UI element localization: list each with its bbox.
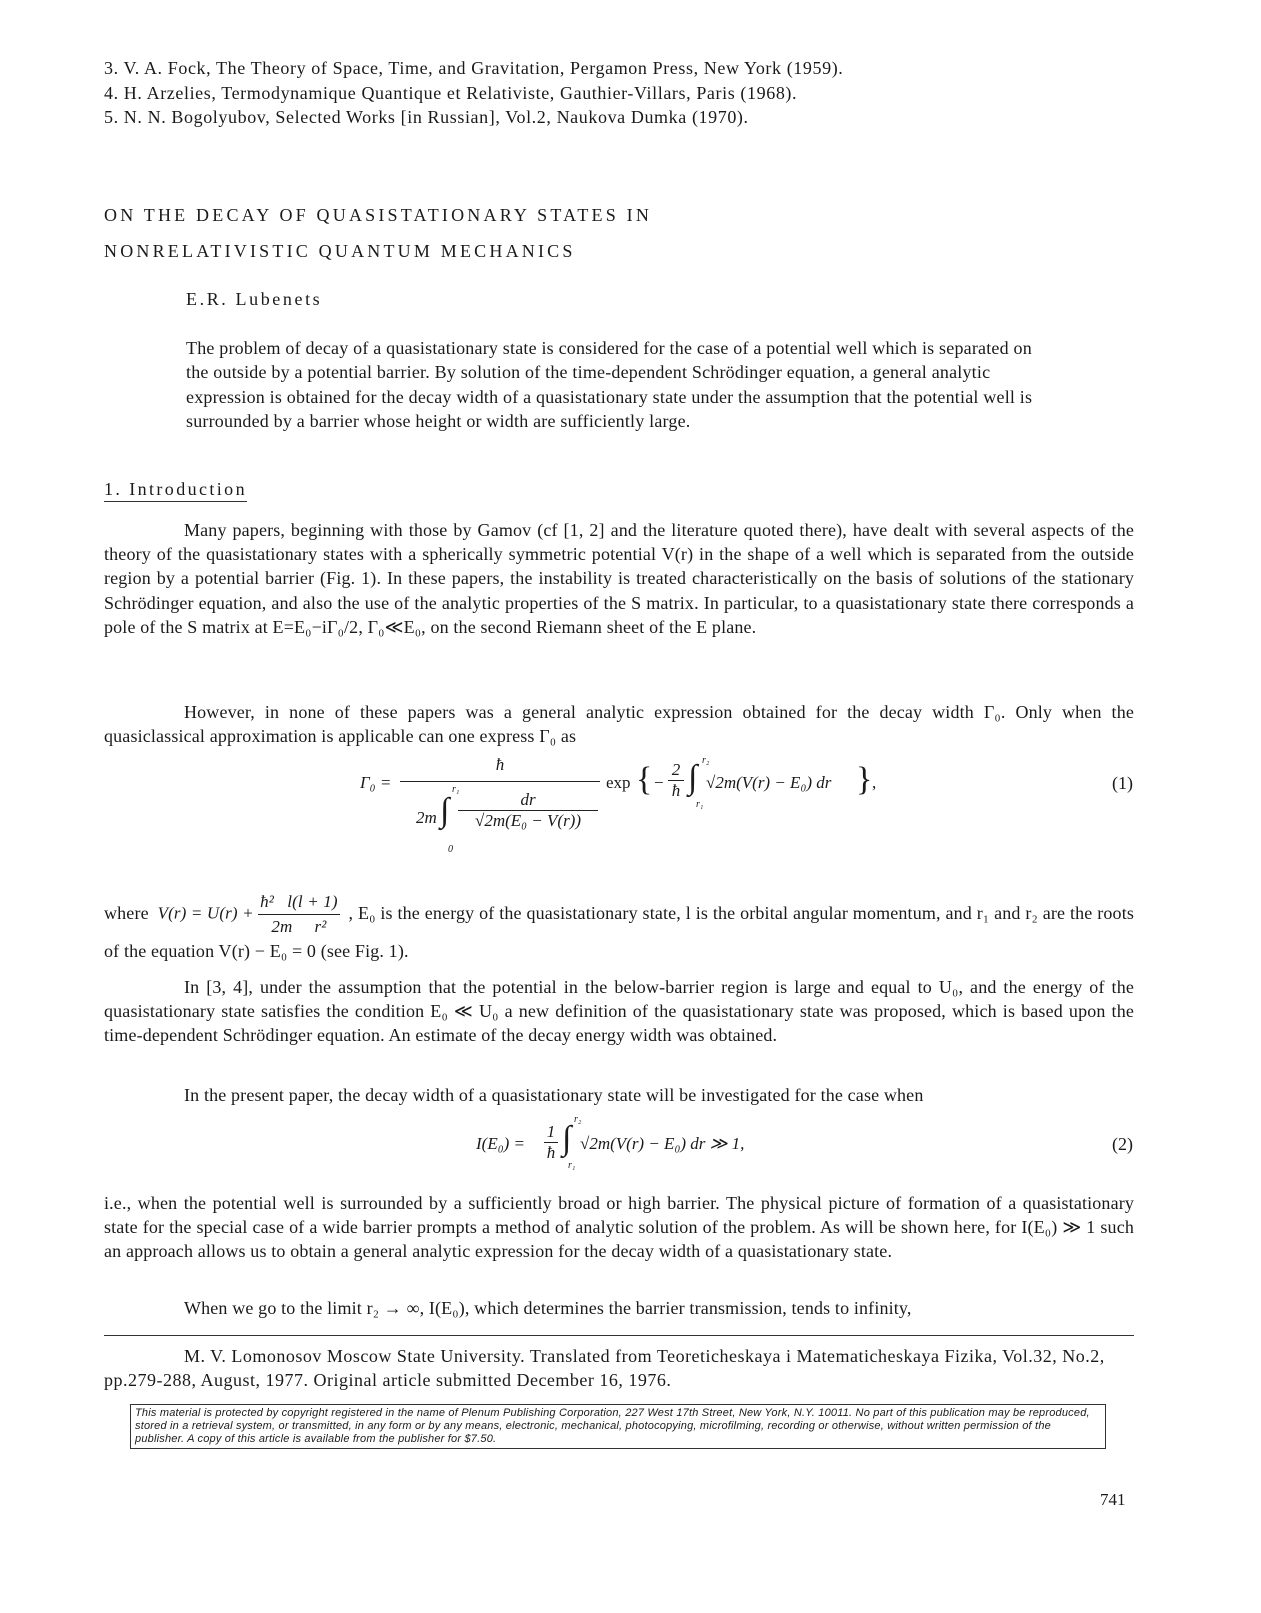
- eq-v-lhs: V(r) = U(r) +: [157, 903, 254, 923]
- affiliation-footnote: [104, 1344, 1134, 1392]
- paragraph-3: [104, 890, 1134, 964]
- paragraph-7: [104, 1296, 1134, 1320]
- eq1-exp-lower-limit: r₁: [696, 799, 704, 810]
- paragraph-6: i.e., when the potential well is surrounded by a sufficiently broad or high barrier. The physical picture of formation of a quasistationary state for the special case of a wide barrier prompts a method of analytic solution of the problem. As will be shown here, for I(E₀) ≫ 1 such an approach allows us to obtain a general analytic expression for the decay width of a quasistationary state.: [104, 1193, 1134, 1262]
- eq2-coef: [544, 1122, 558, 1163]
- paragraph-5: [104, 1083, 1134, 1107]
- paragraph-2-text: However, in none of these papers was a general analytic expression obtained for the decay width Γ₀. Only when the quasiclassical approximation is applicable can one express Γ₀ as: [104, 702, 1134, 747]
- eq2-integrand: √2m(V(r) − E₀) dr ≫ 1,: [580, 1134, 745, 1153]
- eq2-integral-sign: ∫: [562, 1120, 572, 1157]
- paragraph-3-pre: where: [104, 902, 149, 923]
- eq1-exp-upper-limit: r₂: [702, 755, 710, 766]
- eq2-coef-den: ħ: [546, 1143, 556, 1162]
- eq-v-num: ħ² l(l + 1): [258, 890, 340, 915]
- eq1-denominator: [400, 782, 600, 855]
- eq1-numerator: ħ: [495, 755, 505, 774]
- article-title-line-2: NONRELATIVISTIC QUANTUM MECHANICS: [104, 241, 576, 261]
- eq2-lhs: I(E₀) =: [476, 1134, 525, 1153]
- eq1-lhs: Γ₀ =: [360, 773, 392, 792]
- reference-3: 3. V. A. Fock, The Theory of Space, Time, and Gravitation, Pergamon Press, New York (1959).: [104, 58, 844, 78]
- paragraph-7-text: When we go to the limit r₂ → ∞, I(E₀), which determines the barrier transmission, tends to infinity,: [184, 1298, 912, 1318]
- article-title-line-1: ON THE DECAY OF QUASISTATIONARY STATES IN: [104, 205, 653, 225]
- paragraph-1-text: Many papers, beginning with those by Gamov (cf [1, 2] and the literature quoted there), have dealt with several aspects of the theory of the quasistationary states with a spherically symmetric potential V(r) in the shape of a well which is separated from the outside region by a potential barrier (Fig. 1). In these papers, the instability is treated characteristically on the basis of solutions of the stationary Schrödinger equation, and also the use of the analytic properties of the S matrix. In particular, to a quasistationary state there corresponds a pole of the S matrix at E=E₀−iΓ₀/2, Γ₀≪E₀, on the second Riemann sheet of the E plane.: [104, 520, 1134, 637]
- eq1-exp: exp: [606, 773, 631, 792]
- section-heading: 1. Introduction: [104, 479, 247, 502]
- paragraph-2: [104, 700, 1134, 748]
- page-number: 741: [1100, 1490, 1126, 1509]
- eq1-den-lower-limit: 0: [448, 844, 453, 855]
- reference-4: 4. H. Arzelies, Termodynamique Quantique et Relativiste, Gauthier-Villars, Paris (1968).: [104, 83, 798, 103]
- eq1-fraction: [400, 755, 600, 855]
- eq1-number: (1): [1112, 773, 1133, 793]
- footnote-rule: [104, 1335, 1134, 1336]
- eq2-upper-limit: r₂: [574, 1114, 582, 1125]
- eq1-den-upper-limit: r₁: [452, 784, 460, 795]
- paragraph-3-post: , E₀ is the energy of the quasistationary state, l is the orbital angular momentum, and r₁ and r₂ are the roots of the equation V(r) − E₀ = 0 (see Fig. 1).: [104, 902, 1134, 962]
- eq2-lower-limit: r₁: [568, 1160, 576, 1171]
- eq2-coef-num: 1: [546, 1122, 556, 1141]
- eq1-den-fraction: [458, 790, 598, 831]
- eq1-left-brace: {: [636, 761, 653, 798]
- eq1-minus: −: [654, 773, 664, 792]
- paragraph-5-text: In the present paper, the decay width of a quasistationary state will be investigated for the case when: [184, 1085, 924, 1105]
- eq-potential: [158, 890, 340, 939]
- paragraph-4: [104, 975, 1134, 1048]
- abstract: The problem of decay of a quasistationary state is considered for the case of a potential well which is separated on the outside by a potential barrier. By solution of the time-dependent Schrödinger equation, a general analytic expression is obtained for the decay width of a quasistationary state under the assumption that the potential well is surrounded by a barrier whose height or width are sufficiently large.: [186, 338, 1033, 431]
- eq1-exp-coef-num: 2: [671, 760, 681, 779]
- eq1-den-root: √2m(E₀ − V(r)): [474, 811, 582, 830]
- eq2-number: (2): [1112, 1134, 1133, 1154]
- eq1-comma: ,: [872, 773, 877, 792]
- eq1-exp-integrand: √2m(V(r) − E₀) dr: [706, 773, 832, 792]
- eq1-exp-coef: [668, 760, 684, 801]
- author: E.R. Lubenets: [186, 289, 323, 309]
- eq1-den-prefix: 2m: [416, 808, 437, 827]
- eq1-exp-coef-den: ħ: [671, 781, 681, 800]
- paragraph-1: [104, 518, 1134, 639]
- eq1-den-integral-sign: ∫: [440, 792, 450, 829]
- reference-5: 5. N. N. Bogolyubov, Selected Works [in Russian], Vol.2, Naukova Dumka (1970).: [104, 107, 749, 127]
- eq1-right-brace: }: [856, 761, 873, 798]
- eq-v-den: 2m r²: [271, 917, 327, 937]
- paragraph-4-text: In [3, 4], under the assumption that the potential in the below-barrier region is large and equal to U₀, and the energy of the quasistationary state satisfies the condition E₀ ≪ U₀ a new definition of the quasistationary state was proposed, which is based upon the time-dependent Schrödinger equation. An estimate of the decay energy width was obtained.: [104, 977, 1134, 1046]
- affiliation-text: M. V. Lomonosov Moscow State University. Translated from Teoreticheskaya i Matematicheskaya Fizika, Vol.32, No.2, pp.279-288, August, 1977. Original article submitted December 16, 1976.: [104, 1346, 1105, 1390]
- eq1-den-dr: dr: [520, 790, 536, 809]
- equation-1: [360, 755, 920, 855]
- copyright-notice: This material is protected by copyright registered in the name of Plenum Publishing Corporation, 227 West 17th Street, New York, N.Y. 10011. No part of this publication may be reproduced, stored in a retrieval system, or transmitted, in any form or by any means, electronic, mechanical, photocopying, microfilming, recording or otherwise, without written permission of the publisher. A copy of this article is available from the publisher for $7.50.: [130, 1404, 1106, 1449]
- eq-v-fraction: [258, 890, 340, 939]
- equation-2: [476, 1114, 796, 1178]
- eq1-exp-integral-sign: ∫: [688, 759, 698, 796]
